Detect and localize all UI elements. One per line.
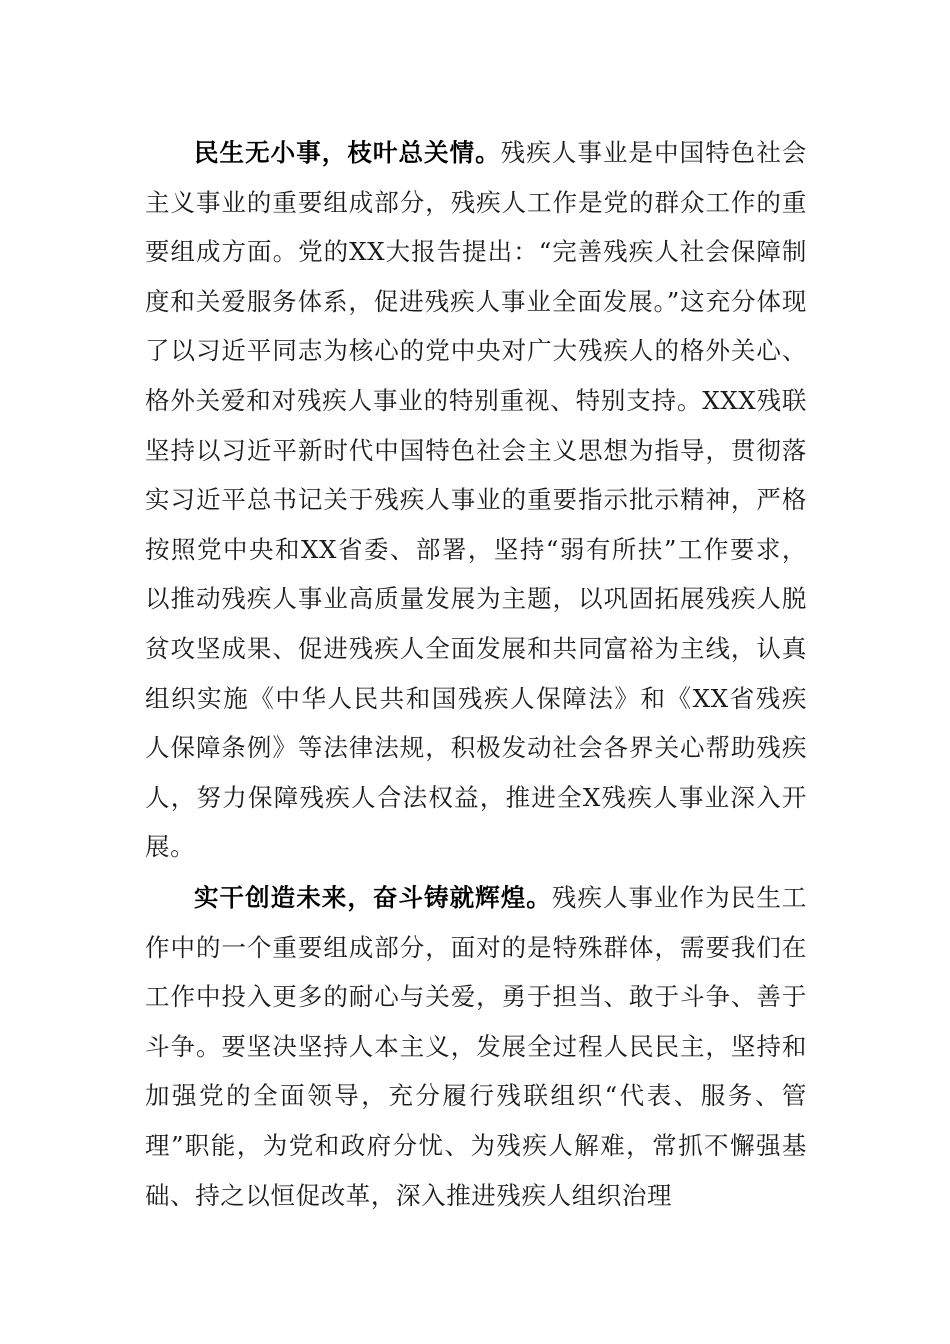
paragraph-1-body: 残疾人事业是中国特色社会主义事业的重要组成部分，残疾人工作是党的群众工作的重要组成方面。党的XX大报告提出：“完善残疾人社会保障制度和关爱服务体系，促进残疾人事业全面发展。”这充分体现了以习近平同志为核心的党中央对广大残疾人的格外关心、格外关爱和对残疾人事业的特别重视、特别支持。XXX残联坚持以习近平新时代中国特色社会主义思想为指导，贯彻落实习近平总书记关于残疾人事业的重要指示批示精神，严格按照党中央和XX省委、部署，坚持“弱有所扶”工作要求，以推动残疾人事业高质量发展为主题，以巩固拓展残疾人脱贫攻坚成果、促进残疾人全面发展和共同富裕为主线，认真组织实施《中华人民共和国残疾人保障法》和《XX省残疾人保障条例》等法律法规，积极发动社会各界关心帮助残疾人，努力保障残疾人合法权益，推进全X残疾人事业深入开展。 <box>145 138 807 862</box>
paragraph-2-text <box>145 873 807 1220</box>
paragraph-2-body: 残疾人事业作为民生工作中的一个重要组成部分，面对的是特殊群体，需要我们在工作中投入更多的耐心与关爱，勇于担当、敢于斗争、善于斗争。要坚决坚持人本主义，发展全过程人民民主，坚持和加强党的全面领导，充分履行残联组织“代表、服务、管理”职能，为党和政府分忧、为残疾人解难，常抓不懈强基础、持之以恒促改革，深入推进残疾人组织治理 <box>145 883 808 1210</box>
paragraph-1-lead: 民生无小事，枝叶总关情。 <box>194 138 501 167</box>
paragraph-2-lead: 实干创造未来，奋斗铸就辉煌。 <box>194 883 552 912</box>
paragraph-1-text <box>145 128 807 872</box>
paragraph-2 <box>145 873 807 1220</box>
paragraph-1 <box>145 128 807 872</box>
